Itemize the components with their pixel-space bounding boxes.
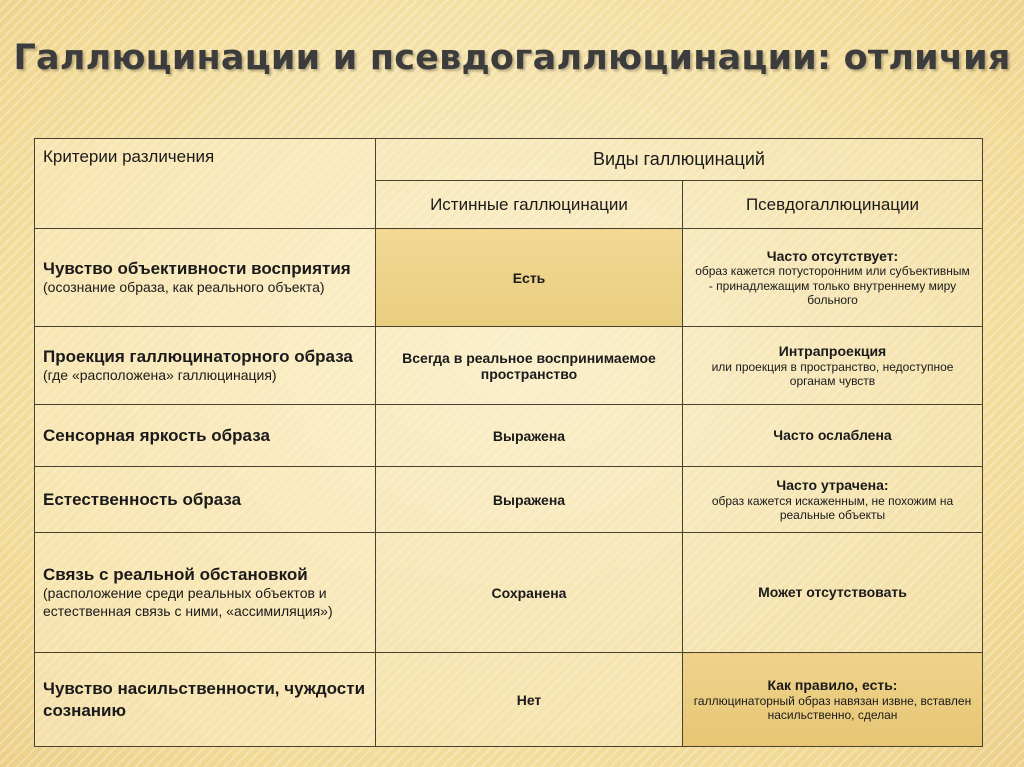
criteria-header: Критерии различения xyxy=(35,139,376,229)
pseudo-value-title: Как правило, есть: xyxy=(767,676,898,693)
pseudo-value-cell xyxy=(683,229,983,327)
criterion-title: Сенсорная яркость образа xyxy=(43,425,270,445)
pseudo-value-title: Часто отсутствует: xyxy=(766,247,899,264)
criterion-cell xyxy=(35,467,376,533)
comparison-table xyxy=(34,138,983,747)
table-row xyxy=(35,327,983,405)
table-row xyxy=(35,405,983,467)
table-row xyxy=(35,467,983,533)
criterion-note: (где «расположена» галлюцинация) xyxy=(43,367,277,384)
pseudo-value-cell xyxy=(683,467,983,533)
true-value-cell: Есть xyxy=(376,229,683,327)
pseudohallucinations-header: Псевдогаллюцинации xyxy=(683,181,983,229)
criterion-cell xyxy=(35,327,376,405)
criterion-title: Проекция галлюцинаторного образа xyxy=(43,346,353,366)
pseudo-value-title: Интрапроекция xyxy=(778,342,887,359)
pseudo-value-note: образ кажется потусторонним или субъективным - принадлежащим только внутреннему миру больного xyxy=(695,264,970,308)
pseudo-value-note: образ кажется искаженным, не похожим на реальные объекты xyxy=(711,493,954,522)
true-value-cell: Выражена xyxy=(376,467,683,533)
pseudo-value-title: Может отсутствовать xyxy=(758,584,907,601)
table-header-row xyxy=(35,139,983,181)
criterion-title: Чувство насильственности, чуждости сознанию xyxy=(43,679,366,720)
criterion-title: Естественность образа xyxy=(43,489,242,509)
table-row xyxy=(35,653,983,747)
criterion-title: Чувство объективности восприятия xyxy=(43,258,351,278)
true-hallucinations-header: Истинные галлюцинации xyxy=(376,181,683,229)
pseudo-value-cell xyxy=(683,405,983,467)
pseudo-value-cell xyxy=(683,327,983,405)
table-row xyxy=(35,533,983,653)
pseudo-value-note: галлюцинаторный образ навязан извне, вставлен насильственно, сделан xyxy=(693,693,972,722)
criterion-cell xyxy=(35,405,376,467)
table-row xyxy=(35,229,983,327)
criterion-note: (осознание образа, как реального объекта) xyxy=(43,279,325,296)
true-value-cell: Нет xyxy=(376,653,683,747)
true-value-cell: Выражена xyxy=(376,405,683,467)
group-header: Виды галлюцинаций xyxy=(376,139,983,181)
pseudo-value-cell xyxy=(683,653,983,747)
criterion-title: Связь с реальной обстановкой xyxy=(43,564,308,584)
true-value-cell: Сохранена xyxy=(376,533,683,653)
pseudo-value-note: или проекция в пространство, недоступное органам чувств xyxy=(711,359,954,388)
criterion-cell xyxy=(35,653,376,747)
pseudo-value-title: Часто ослаблена xyxy=(773,427,892,444)
criterion-note: (расположение среди реальных объектов и естественная связь с ними, «ассимиляция») xyxy=(43,585,333,620)
criterion-cell xyxy=(35,229,376,327)
slide-title: Галлюцинации и псевдогаллюцинации: отличия xyxy=(13,38,1011,78)
pseudo-value-title: Часто утрачена: xyxy=(776,476,889,493)
criterion-cell xyxy=(35,533,376,653)
true-value-cell: Всегда в реальное воспринимаемое пространство xyxy=(376,327,683,405)
pseudo-value-cell xyxy=(683,533,983,653)
